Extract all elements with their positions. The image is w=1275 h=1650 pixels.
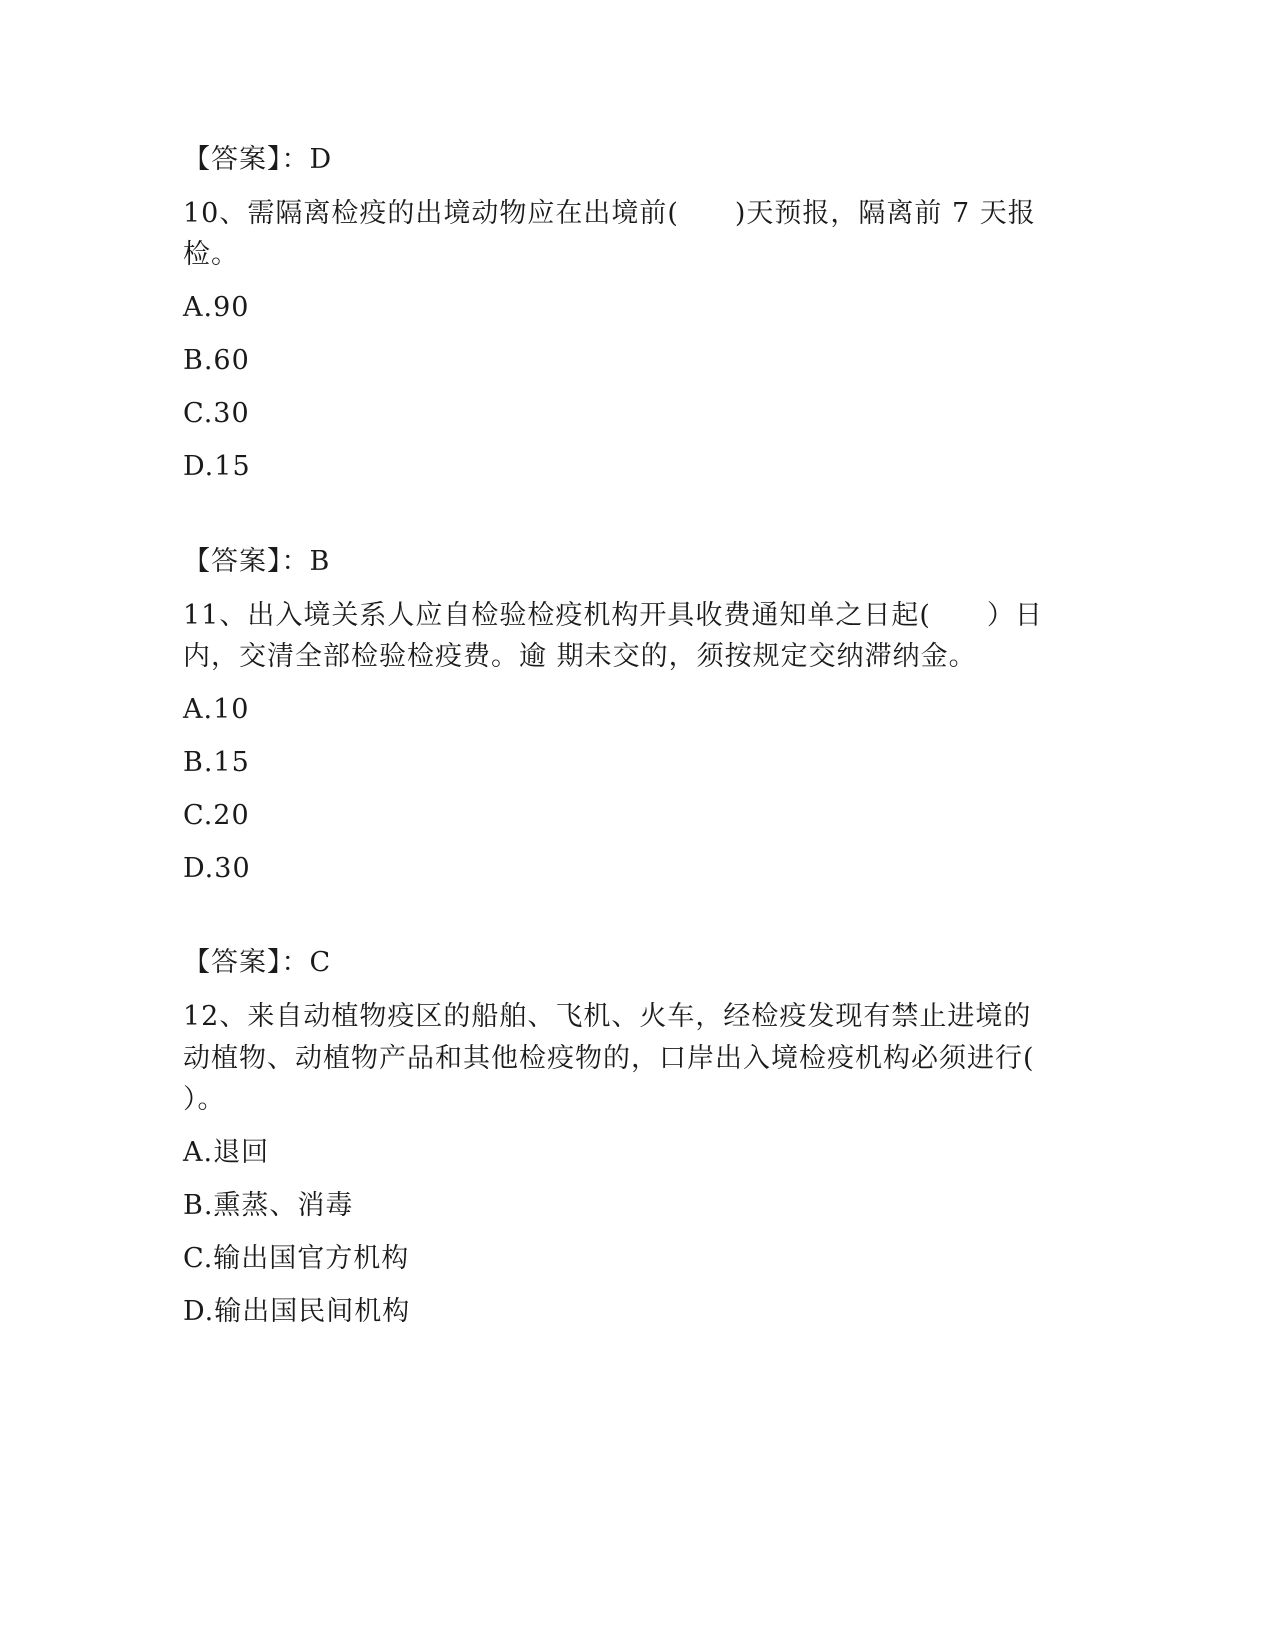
question-11-line-2: 内，交清全部检验检疫费。逾 期未交的，须按规定交纳滞纳金。 <box>183 641 977 672</box>
option-a: A.90 <box>183 292 250 323</box>
option-b: B.熏蒸、消毒 <box>183 1190 354 1221</box>
option-b: B.60 <box>183 345 250 376</box>
answer-line: 【答案】：D <box>183 144 333 175</box>
option-d: D.15 <box>183 451 251 482</box>
question-12-line-2: 动植物、动植物产品和其他检疫物的，口岸出入境检疫机构必须进行( <box>183 1043 1035 1074</box>
answer-line: 【答案】：C <box>183 947 332 978</box>
option-a: A.退回 <box>183 1137 270 1168</box>
question-11-line-1: 11、出入境关系人应自检验检疫机构开具收费通知单之日起( ）日 <box>183 600 1043 631</box>
question-12-line-3: ）。 <box>183 1084 226 1115</box>
question-12-line-1: 12、来自动植物疫区的船舶、飞机、火车，经检疫发现有禁止进境的 <box>183 1001 1032 1032</box>
option-c: C.输出国官方机构 <box>183 1243 410 1274</box>
option-d: D.输出国民间机构 <box>183 1296 411 1327</box>
option-c: C.20 <box>183 800 250 831</box>
question-10-line-2: 检。 <box>183 239 239 270</box>
answer-line: 【答案】：B <box>183 546 331 577</box>
option-a: A.10 <box>183 694 250 725</box>
option-c: C.30 <box>183 398 250 429</box>
option-d: D.30 <box>183 853 251 884</box>
option-b: B.15 <box>183 747 250 778</box>
question-10-line-1: 10、需隔离检疫的出境动物应在出境前( )天预报，隔离前 7 天报 <box>183 198 1036 229</box>
